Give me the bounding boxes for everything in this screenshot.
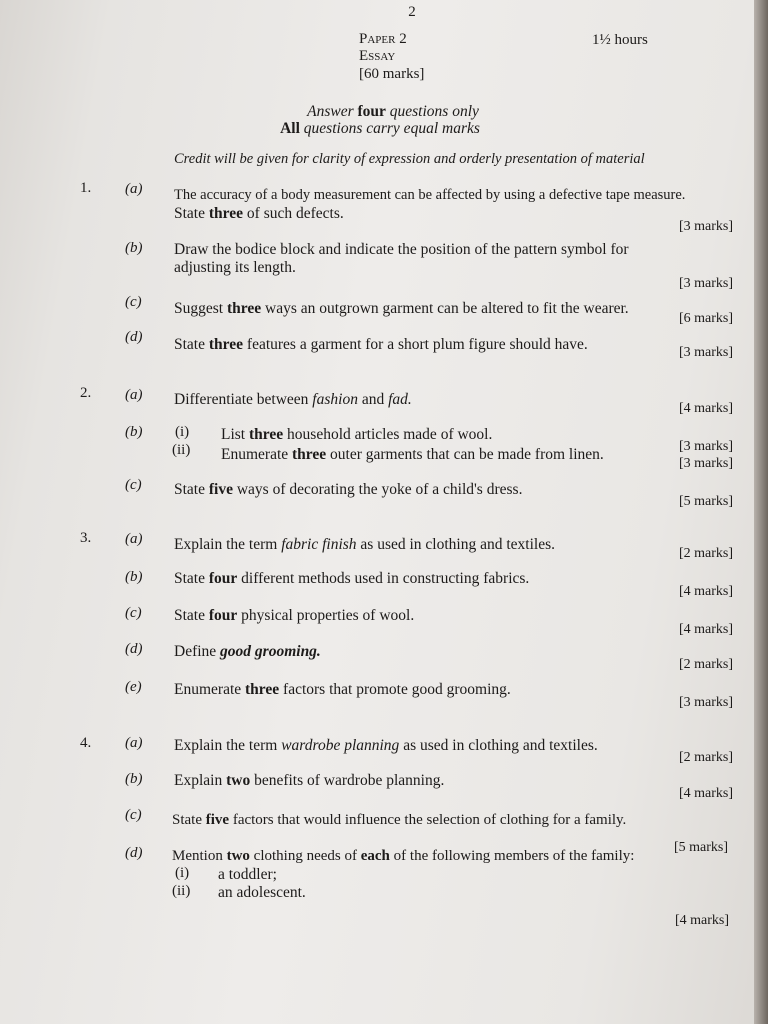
q3b-label: (b) [125, 569, 143, 585]
q2bi-text: List three household articles made of wool. [221, 426, 493, 443]
paper-title: Paper 2 [359, 31, 407, 47]
q2bii-marks: [3 marks] [679, 456, 734, 471]
q2bi-marks: [3 marks] [679, 439, 734, 454]
q1a-line2: State three of such defects. [174, 205, 344, 222]
q3b-text: State four different methods used in constructing fabrics. [174, 570, 530, 587]
q1d-marks: [3 marks] [679, 345, 734, 360]
q1a-marks: [3 marks] [679, 219, 734, 234]
q3e-label: (e) [125, 679, 142, 695]
q3c-text: State four physical properties of wool. [174, 607, 415, 624]
q4di-text: a toddler; [218, 866, 277, 883]
q1b-marks: [3 marks] [679, 276, 734, 291]
q4-number: 4. [80, 735, 92, 751]
q2a-text: Differentiate between fashion and fad. [174, 391, 412, 408]
page-edge-shadow [754, 0, 768, 1024]
q4a-label: (a) [125, 735, 143, 751]
q1c-marks: [6 marks] [679, 311, 734, 326]
q4a-marks: [2 marks] [679, 750, 734, 765]
q1d-label: (d) [125, 329, 143, 345]
q4b-marks: [4 marks] [679, 786, 734, 801]
page-number: 2 [408, 4, 416, 20]
instr-equal: questions carry equal marks [299, 120, 480, 137]
q4di-label: (i) [175, 865, 190, 881]
instr-four: four [357, 103, 386, 120]
instruction-equal-marks [280, 120, 480, 138]
paper-duration: 1½ hours [592, 32, 648, 48]
q1c-text: Suggest three ways an outgrown garment can be altered to fit the wearer. [174, 300, 629, 317]
instruction-answer-four [307, 103, 479, 121]
q2bii-text: Enumerate three outer garments that can be made from linen. [221, 446, 604, 463]
instruction-credit: Credit will be given for clarity of expression and orderly presentation of material [174, 151, 645, 167]
q2bi-label: (i) [175, 424, 190, 440]
q3a-label: (a) [125, 531, 143, 547]
q2bii-label: (ii) [172, 442, 191, 458]
q4dii-label: (ii) [172, 883, 191, 899]
q1-number: 1. [80, 180, 92, 196]
q1a-line1: The accuracy of a body measurement can be affected by using a defective tape measure. [174, 187, 686, 203]
q4c-marks: [5 marks] [674, 840, 729, 855]
instr-all: All [280, 120, 300, 137]
q2c-text: State five ways of decorating the yoke of a child's dress. [174, 481, 523, 498]
paper-marks: [60 marks] [359, 66, 425, 82]
q3e-marks: [3 marks] [679, 695, 734, 710]
q4a-text: Explain the term wardrobe planning as used in clothing and textiles. [174, 737, 598, 754]
q4b-text: Explain two benefits of wardrobe planning. [174, 772, 445, 789]
q2a-label: (a) [125, 387, 143, 403]
q3d-marks: [2 marks] [679, 657, 734, 672]
q1c-label: (c) [125, 294, 142, 310]
q4dii-text: an adolescent. [218, 884, 306, 901]
q4d-text: Mention two clothing needs of each of the following members of the family: [172, 848, 635, 864]
q2a-marks: [4 marks] [679, 401, 734, 416]
q3d-text: Define good grooming. [174, 643, 321, 660]
q2b-label: (b) [125, 424, 143, 440]
q2c-label: (c) [125, 477, 142, 493]
q4d-label: (d) [125, 845, 143, 861]
paper-type: Essay [359, 48, 396, 64]
q2c-marks: [5 marks] [679, 494, 734, 509]
q3c-label: (c) [125, 605, 142, 621]
q1b-label: (b) [125, 240, 143, 256]
q1b-line1: Draw the bodice block and indicate the position of the pattern symbol for [174, 241, 629, 258]
q1b-line2: adjusting its length. [174, 259, 296, 276]
q4c-text: State five factors that would influence the selection of clothing for a family. [172, 812, 627, 828]
instr-questions-only: questions only [385, 103, 479, 120]
instr-answer: Answer [307, 103, 358, 120]
q3-number: 3. [80, 530, 92, 546]
q1d-text: State three features a garment for a short plum figure should have. [174, 336, 588, 353]
q4d-marks: [4 marks] [675, 913, 730, 928]
q3a-marks: [2 marks] [679, 546, 734, 561]
q3d-label: (d) [125, 641, 143, 657]
q1a-label: (a) [125, 181, 143, 197]
q4b-label: (b) [125, 771, 143, 787]
q4c-label: (c) [125, 807, 142, 823]
q3a-text: Explain the term fabric finish as used in clothing and textiles. [174, 536, 555, 553]
q3c-marks: [4 marks] [679, 622, 734, 637]
q3b-marks: [4 marks] [679, 584, 734, 599]
q2-number: 2. [80, 385, 92, 401]
q3e-text: Enumerate three factors that promote good grooming. [174, 681, 511, 698]
